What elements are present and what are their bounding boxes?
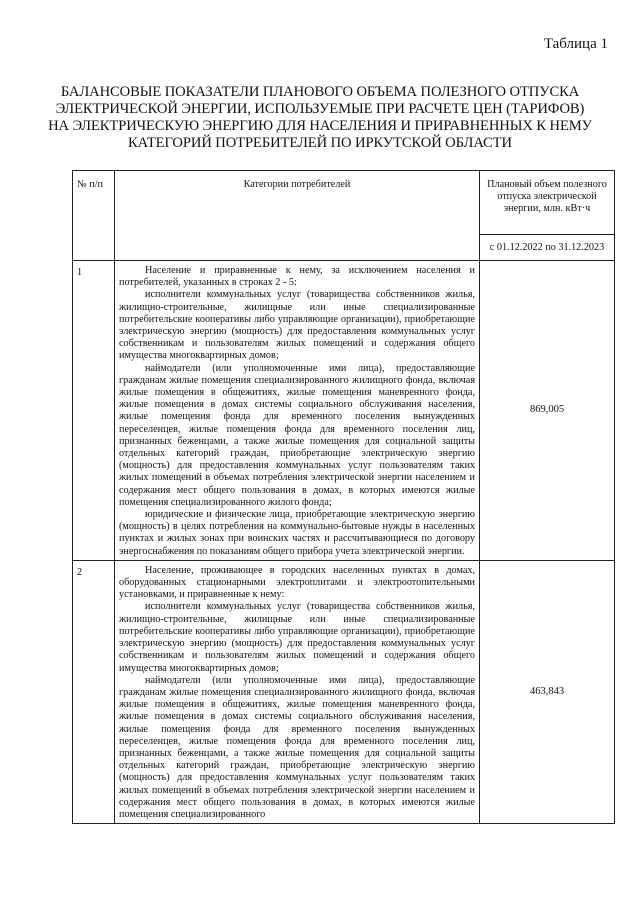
table-row — [73, 261, 615, 561]
row-number: 2 — [73, 560, 115, 823]
row-paragraph: Население, проживающее в городских населенных пунктах в домах, оборудованных стационарными электроплитами и электроотопительными установками, и приравненные к нему: — [119, 564, 475, 601]
table-row — [73, 560, 615, 823]
row-paragraph: юридические и физические лица, приобретающие электрическую энергию (мощность) в целях потребления на коммунально-бытовые нужды в населенных пунктах и жилых зонах при воинских частях и рассчитывающиеся по договору энергоснабжения по показаниям общего прибора учета электрической энергии. — [119, 509, 475, 557]
table-header-row — [73, 171, 615, 235]
balance-table — [72, 170, 615, 824]
row-paragraph: наймодатели (или уполномоченные ими лица), предоставляющие гражданам жилые помещения специализированного жилищного фонда, включая жилые помещения в общежитиях, жилые помещения маневренного фонда, жилые помещения в домах системы социального обслуживания населения, жилые помещения фонда для временного поселения вынужденных переселенцев, жилые помещения фонда для временного поселения лиц, признанных беженцами, а также жилые помещения для социальной защиты отдельных категорий граждан, приобретающие электрическую энергию (мощность) для предоставления коммунальных услуг пользователям таких жилых помещений в объемах потребления электрической энергии населением и содержания мест общего пользования в домах, в которых имеются жилые помещения специализированного — [119, 674, 475, 820]
row-paragraph: исполнители коммунальных услуг (товарищества собственников жилья, жилищно-строительные, жилищные или иные специализированные потребительские кооперативы либо управляющие организации), приобретающие электрическую энергию (мощность) для предоставления коммунальных услуг собственникам и пользователям жилых помещений и содержания общего имущества многоквартирных домов; — [119, 601, 475, 674]
document-title: БАЛАНСОВЫЕ ПОКАЗАТЕЛИ ПЛАНОВОГО ОБЪЕМА ПОЛЕЗНОГО ОТПУСКА ЭЛЕКТРИЧЕСКОЙ ЭНЕРГИИ, ИСПОЛЬЗУЕМЫЕ ПРИ РАСЧЕТЕ ЦЕН (ТАРИФОВ) НА ЭЛЕКТРИЧЕСКУЮ ЭНЕРГИЮ ДЛЯ НАСЕЛЕНИЯ И ПРИРАВНЕННЫХ К НЕМУ КАТЕГОРИЙ ПОТРЕБИТЕЛЕЙ ПО ИРКУТСКОЙ ОБЛАСТИ — [48, 84, 592, 151]
row-value: 463,843 — [480, 560, 615, 823]
row-paragraph: Население и приравненные к нему, за исключением населения и потребителей, указанных в строках 2 - 5: — [119, 265, 475, 289]
row-category-text — [115, 261, 480, 561]
header-volume: Плановый объем полезного отпуска электрической энергии, млн. кВт·ч — [480, 171, 615, 235]
header-period: с 01.12.2022 по 31.12.2023 — [480, 235, 615, 261]
row-paragraph: наймодатели (или уполномоченные ими лица), предоставляющие гражданам жилые помещения специализированного жилищного фонда, включая жилые помещения в общежитиях, жилые помещения маневренного фонда, жилые помещения в домах системы социального обслуживания населения, жилые помещения фонда для временного поселения вынужденных переселенцев, жилые помещения фонда для временного поселения лиц, признанных беженцами, а также жилые помещения для социальной защиты отдельных категорий граждан, приобретающие электрическую энергию (мощность) для предоставления коммунальных услуг пользователям таких жилых помещений в объемах потребления электрической энергии населением и содержания мест общего пользования в домах, в которых имеются жилые помещения специализированного жилого фонда; — [119, 362, 475, 508]
row-number: 1 — [73, 261, 115, 561]
header-category: Категории потребителей — [115, 171, 480, 261]
row-paragraph: исполнители коммунальных услуг (товарищества собственников жилья, жилищно-строительные, жилищные или иные специализированные потребительские кооперативы либо управляющие организации), приобретающие электрическую энергию (мощность) для предоставления коммунальных услуг собственникам и пользователям жилых помещений и содержания общего имущества многоквартирных домов; — [119, 289, 475, 362]
row-category-text — [115, 560, 480, 823]
header-num: № п/п — [73, 171, 115, 261]
table-label: Таблица 1 — [543, 36, 608, 52]
row-value: 869,005 — [480, 261, 615, 561]
